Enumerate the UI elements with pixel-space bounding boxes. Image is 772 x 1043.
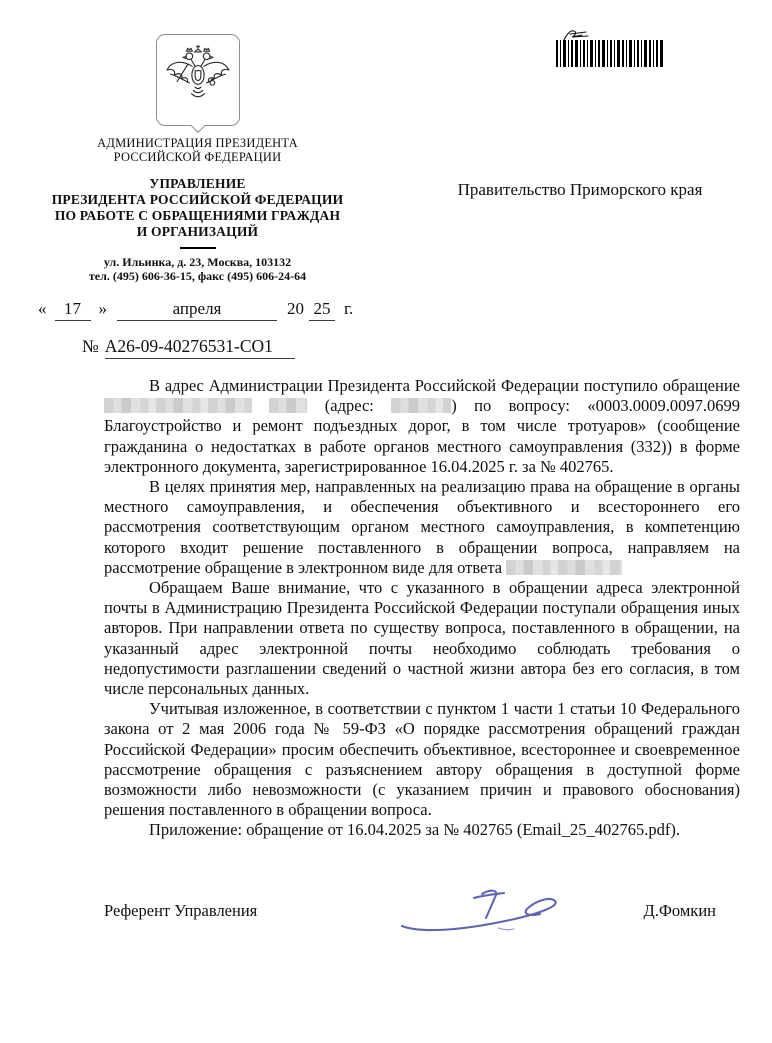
department-line: И ОРГАНИЗАЦИЙ <box>136 224 259 239</box>
redacted-text <box>269 398 307 413</box>
signer-name: Д.Фомкин <box>643 901 716 920</box>
body-paragraphs <box>104 376 740 841</box>
paragraph-privacy-notice: Обращаем Ваше внимание, что с указанного в обращении адреса электронной почты в Администрацию Президента Российской Федерации поступали обращения иных авторов. При направлении ответа по существу вопроса, поставленного в обращении, на указанный адрес электронной почты необходимо соблюдать требования о недопустимости разглашении сведений о частной жизни автора без его согласия, в том числе персональных данных. <box>104 578 740 699</box>
administration-line: РОССИЙСКОЙ ФЕДЕРАЦИИ <box>113 149 282 164</box>
paragraph-attachment: Приложение: обращение от 16.04.2025 за № 402765 (Email_25_402765.pdf). <box>149 820 680 840</box>
phone-fax: тел. (495) 606-36-15, факс (495) 606-24-64 <box>88 268 307 283</box>
barcode-icon <box>556 40 664 67</box>
redacted-text <box>104 398 252 413</box>
date-day: 17 <box>55 299 91 321</box>
paragraph-legal-basis: Учитывая изложенное, в соответствии с пунктом 1 части 1 статьи 10 Федерального закона от 2 мая 2006 года № 59-ФЗ «О порядке рассмотрения обращений граждан Российской Федерации» просим обеспечить объективное, всестороннее и своевременное рассмотрение обращения с разъяснением автору обращения в доступной форме возможности либо невозможности (с указанием причин и правового обоснования) решения поставленного в обращении вопроса. <box>104 699 740 820</box>
redacted-text <box>391 398 451 413</box>
department-line: УПРАВЛЕНИЕ <box>149 176 246 191</box>
number-sign: № <box>82 336 99 356</box>
administration-name <box>30 137 365 164</box>
administration-line: АДМИНИСТРАЦИЯ ПРЕЗИДЕНТА <box>97 136 298 150</box>
department-line: ПО РАБОТЕ С ОБРАЩЕНИЯМИ ГРАЖДАН <box>54 208 341 223</box>
coat-of-arms-frame <box>156 34 240 126</box>
date-line <box>38 299 353 321</box>
letterhead <box>30 34 365 283</box>
department-name <box>30 176 365 240</box>
letterhead-divider <box>180 247 216 249</box>
date-suffix: г. <box>344 299 354 318</box>
date-year: 25 <box>309 299 335 321</box>
recipient: Правительство Приморского края <box>457 180 703 199</box>
date-close-quote: » <box>98 299 107 318</box>
postal-address: ул. Ильинка, д. 23, Москва, 103132 <box>103 255 292 269</box>
reference-number: А26-09-40276531-СО1 <box>105 336 295 359</box>
date-year-prefix: 20 <box>287 299 304 318</box>
date-open-quote: « <box>38 299 47 318</box>
paragraph-forwarding: В целях принятия мер, направленных на реализацию права на обращение в органы местного самоуправления, и обеспечения объективного и всестороннего его рассмотрения соответствующим органом местного самоуправления, в компетенцию которого входит решение поставленного в обращении вопроса, направляем на рассмотрение обращение в электронном виде для ответа <box>104 477 740 577</box>
date-month: апреля <box>117 299 277 321</box>
department-line: ПРЕЗИДЕНТА РОССИЙСКОЙ ФЕДЕРАЦИИ <box>51 192 344 207</box>
russian-eagle-icon <box>162 40 234 120</box>
redacted-text <box>506 560 622 575</box>
contact-info <box>30 256 365 283</box>
handwritten-signature <box>398 882 576 940</box>
reference-number-line <box>82 336 295 359</box>
signer-position: Референт Управления <box>104 901 258 920</box>
paragraph-intro: В адрес Администрации Президента Российской Федерации поступило обращение (адрес: ) по вопросу: «0003.0009.0097.0699 Благоустройство и ремонт подъездных дорог, в том числе тротуаров» (сообщение гражданина о недостатках в работе органов местного самоуправления (332)) в форме электронного документа, зарегистрированное 16.04.2025 г. за № 402765. <box>104 376 741 476</box>
